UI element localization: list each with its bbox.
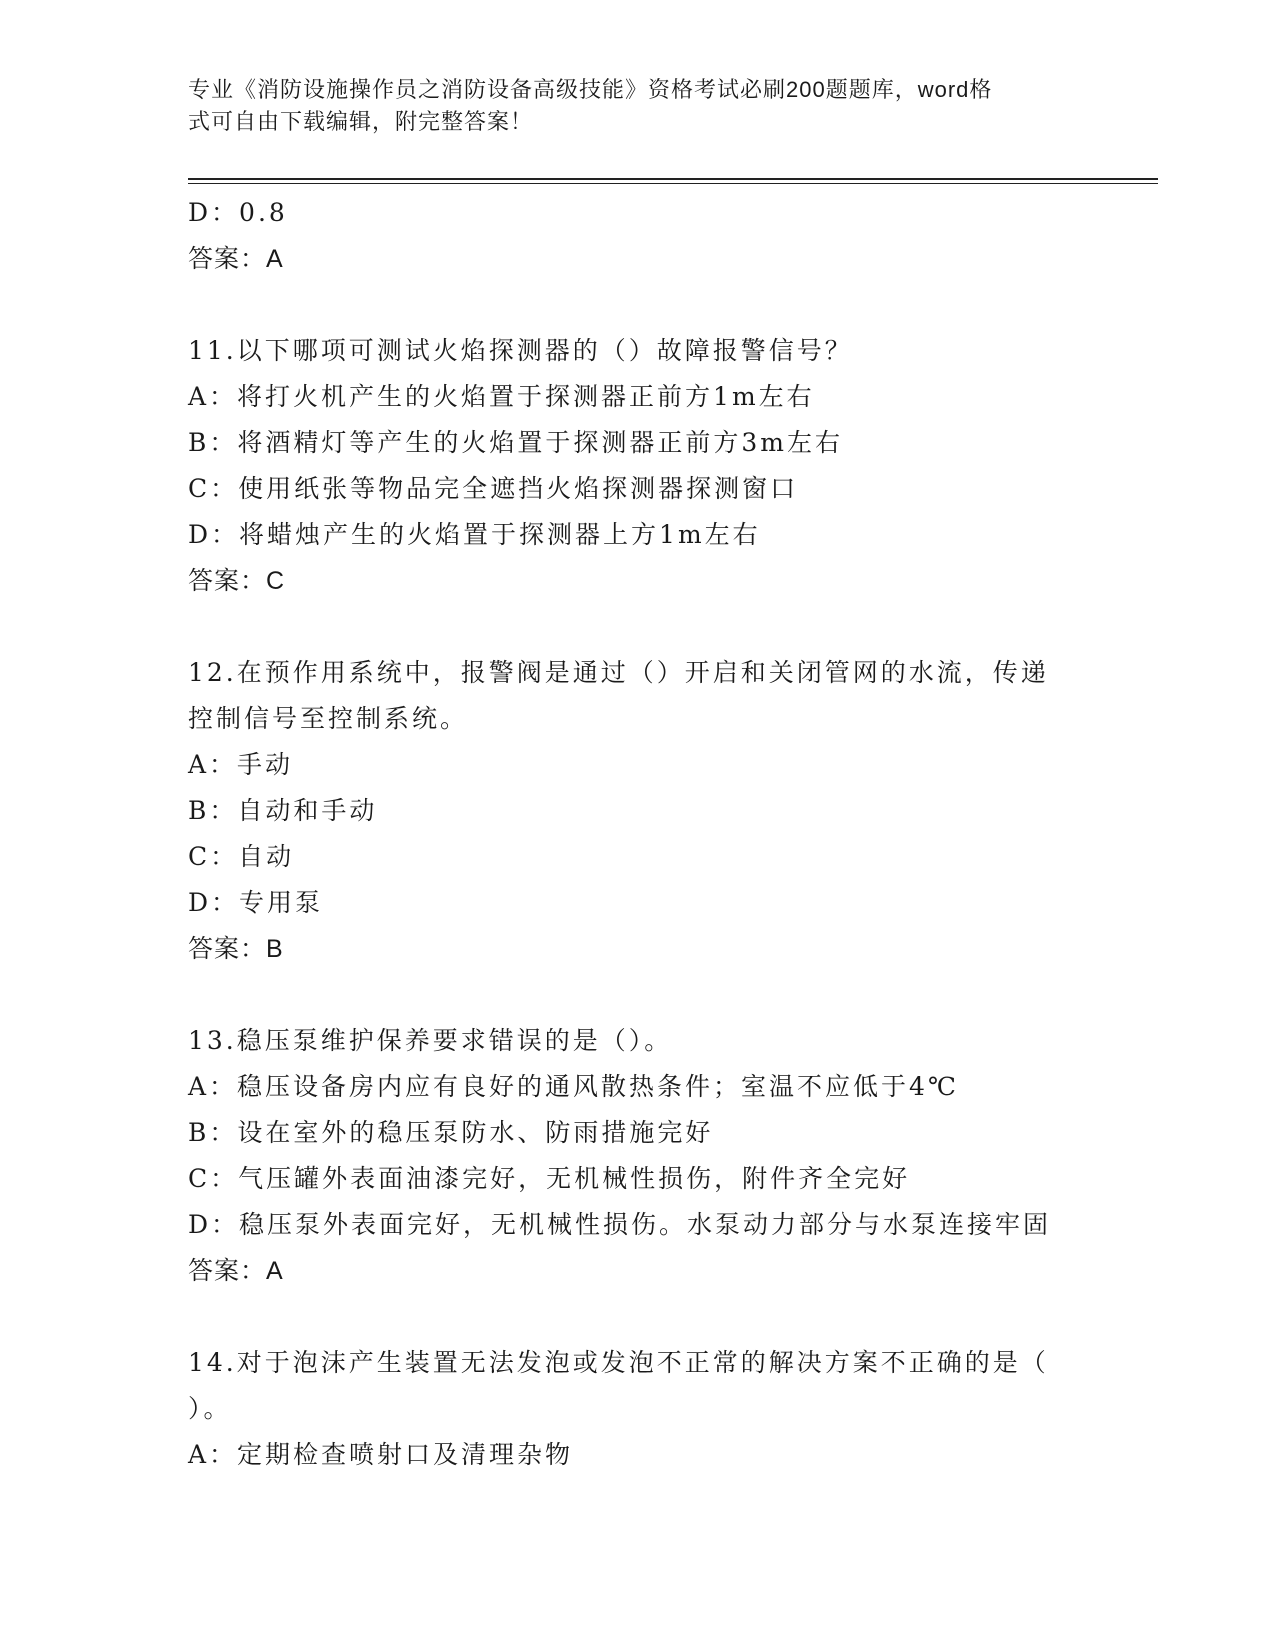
answer: 答案：C <box>188 567 286 595</box>
question-stem: 12.在预作用系统中，报警阀是通过（）开启和关闭管网的水流，传递 <box>188 658 1049 687</box>
question-11 <box>188 328 1088 604</box>
question-stem: 11.以下哪项可测试火焰探测器的（）故障报警信号？ <box>188 336 853 365</box>
document-header <box>188 74 1068 138</box>
answer: 答案：A <box>188 1257 284 1285</box>
option-c: C：使用纸张等物品完全遮挡火焰探测器探测窗口 <box>188 474 799 503</box>
spacer <box>188 282 1088 328</box>
option-a: A：定期检查喷射口及清理杂物 <box>188 1440 574 1469</box>
header-line-1: 专业《消防设施操作员之消防设备高级技能》资格考试必刷200题题库，word格 <box>188 77 993 102</box>
question-stem: 14.对于泡沫产生装置无法发泡或发泡不正常的解决方案不正确的是（ <box>188 1348 1049 1377</box>
question-stem: 13.稳压泵维护保养要求错误的是（）。 <box>188 1026 673 1055</box>
option-d: D：专用泵 <box>188 888 324 917</box>
option-b: B：设在室外的稳压泵防水、防雨措施完好 <box>188 1118 714 1147</box>
question-13 <box>188 1018 1088 1294</box>
question-stem-continued: ）。 <box>188 1394 232 1423</box>
header-divider-thin <box>188 183 1158 184</box>
option-b: B：将酒精灯等产生的火焰置于探测器正前方3m左右 <box>188 428 843 457</box>
option-c: C：气压罐外表面油漆完好，无机械性损伤，附件齐全完好 <box>188 1164 911 1193</box>
question-14 <box>188 1340 1088 1478</box>
spacer <box>188 972 1088 1018</box>
option-d: D：0.8 <box>188 198 288 227</box>
option-d: D：稳压泵外表面完好，无机械性损伤。水泵动力部分与水泵连接牢固 <box>188 1210 1052 1239</box>
option-a: A：稳压设备房内应有良好的通风散热条件；室温不应低于4℃ <box>188 1072 959 1101</box>
question-stem-continued: 控制信号至控制系统。 <box>188 704 469 733</box>
option-b: B：自动和手动 <box>188 796 378 825</box>
header-divider-thick <box>188 178 1158 180</box>
spacer <box>188 604 1088 650</box>
spacer <box>188 1294 1088 1340</box>
option-d: D：将蜡烛产生的火焰置于探测器上方1m左右 <box>188 520 761 549</box>
answer: 答案：A <box>188 245 284 273</box>
prev-question <box>188 190 1088 282</box>
answer: 答案：B <box>188 935 284 963</box>
option-a: A：将打火机产生的火焰置于探测器正前方1m左右 <box>188 382 815 411</box>
option-c: C：自动 <box>188 842 295 871</box>
question-12 <box>188 650 1088 972</box>
option-a: A：手动 <box>188 750 294 779</box>
header-line-2: 式可自由下载编辑，附完整答案！ <box>188 109 534 134</box>
question-list <box>188 190 1088 1478</box>
